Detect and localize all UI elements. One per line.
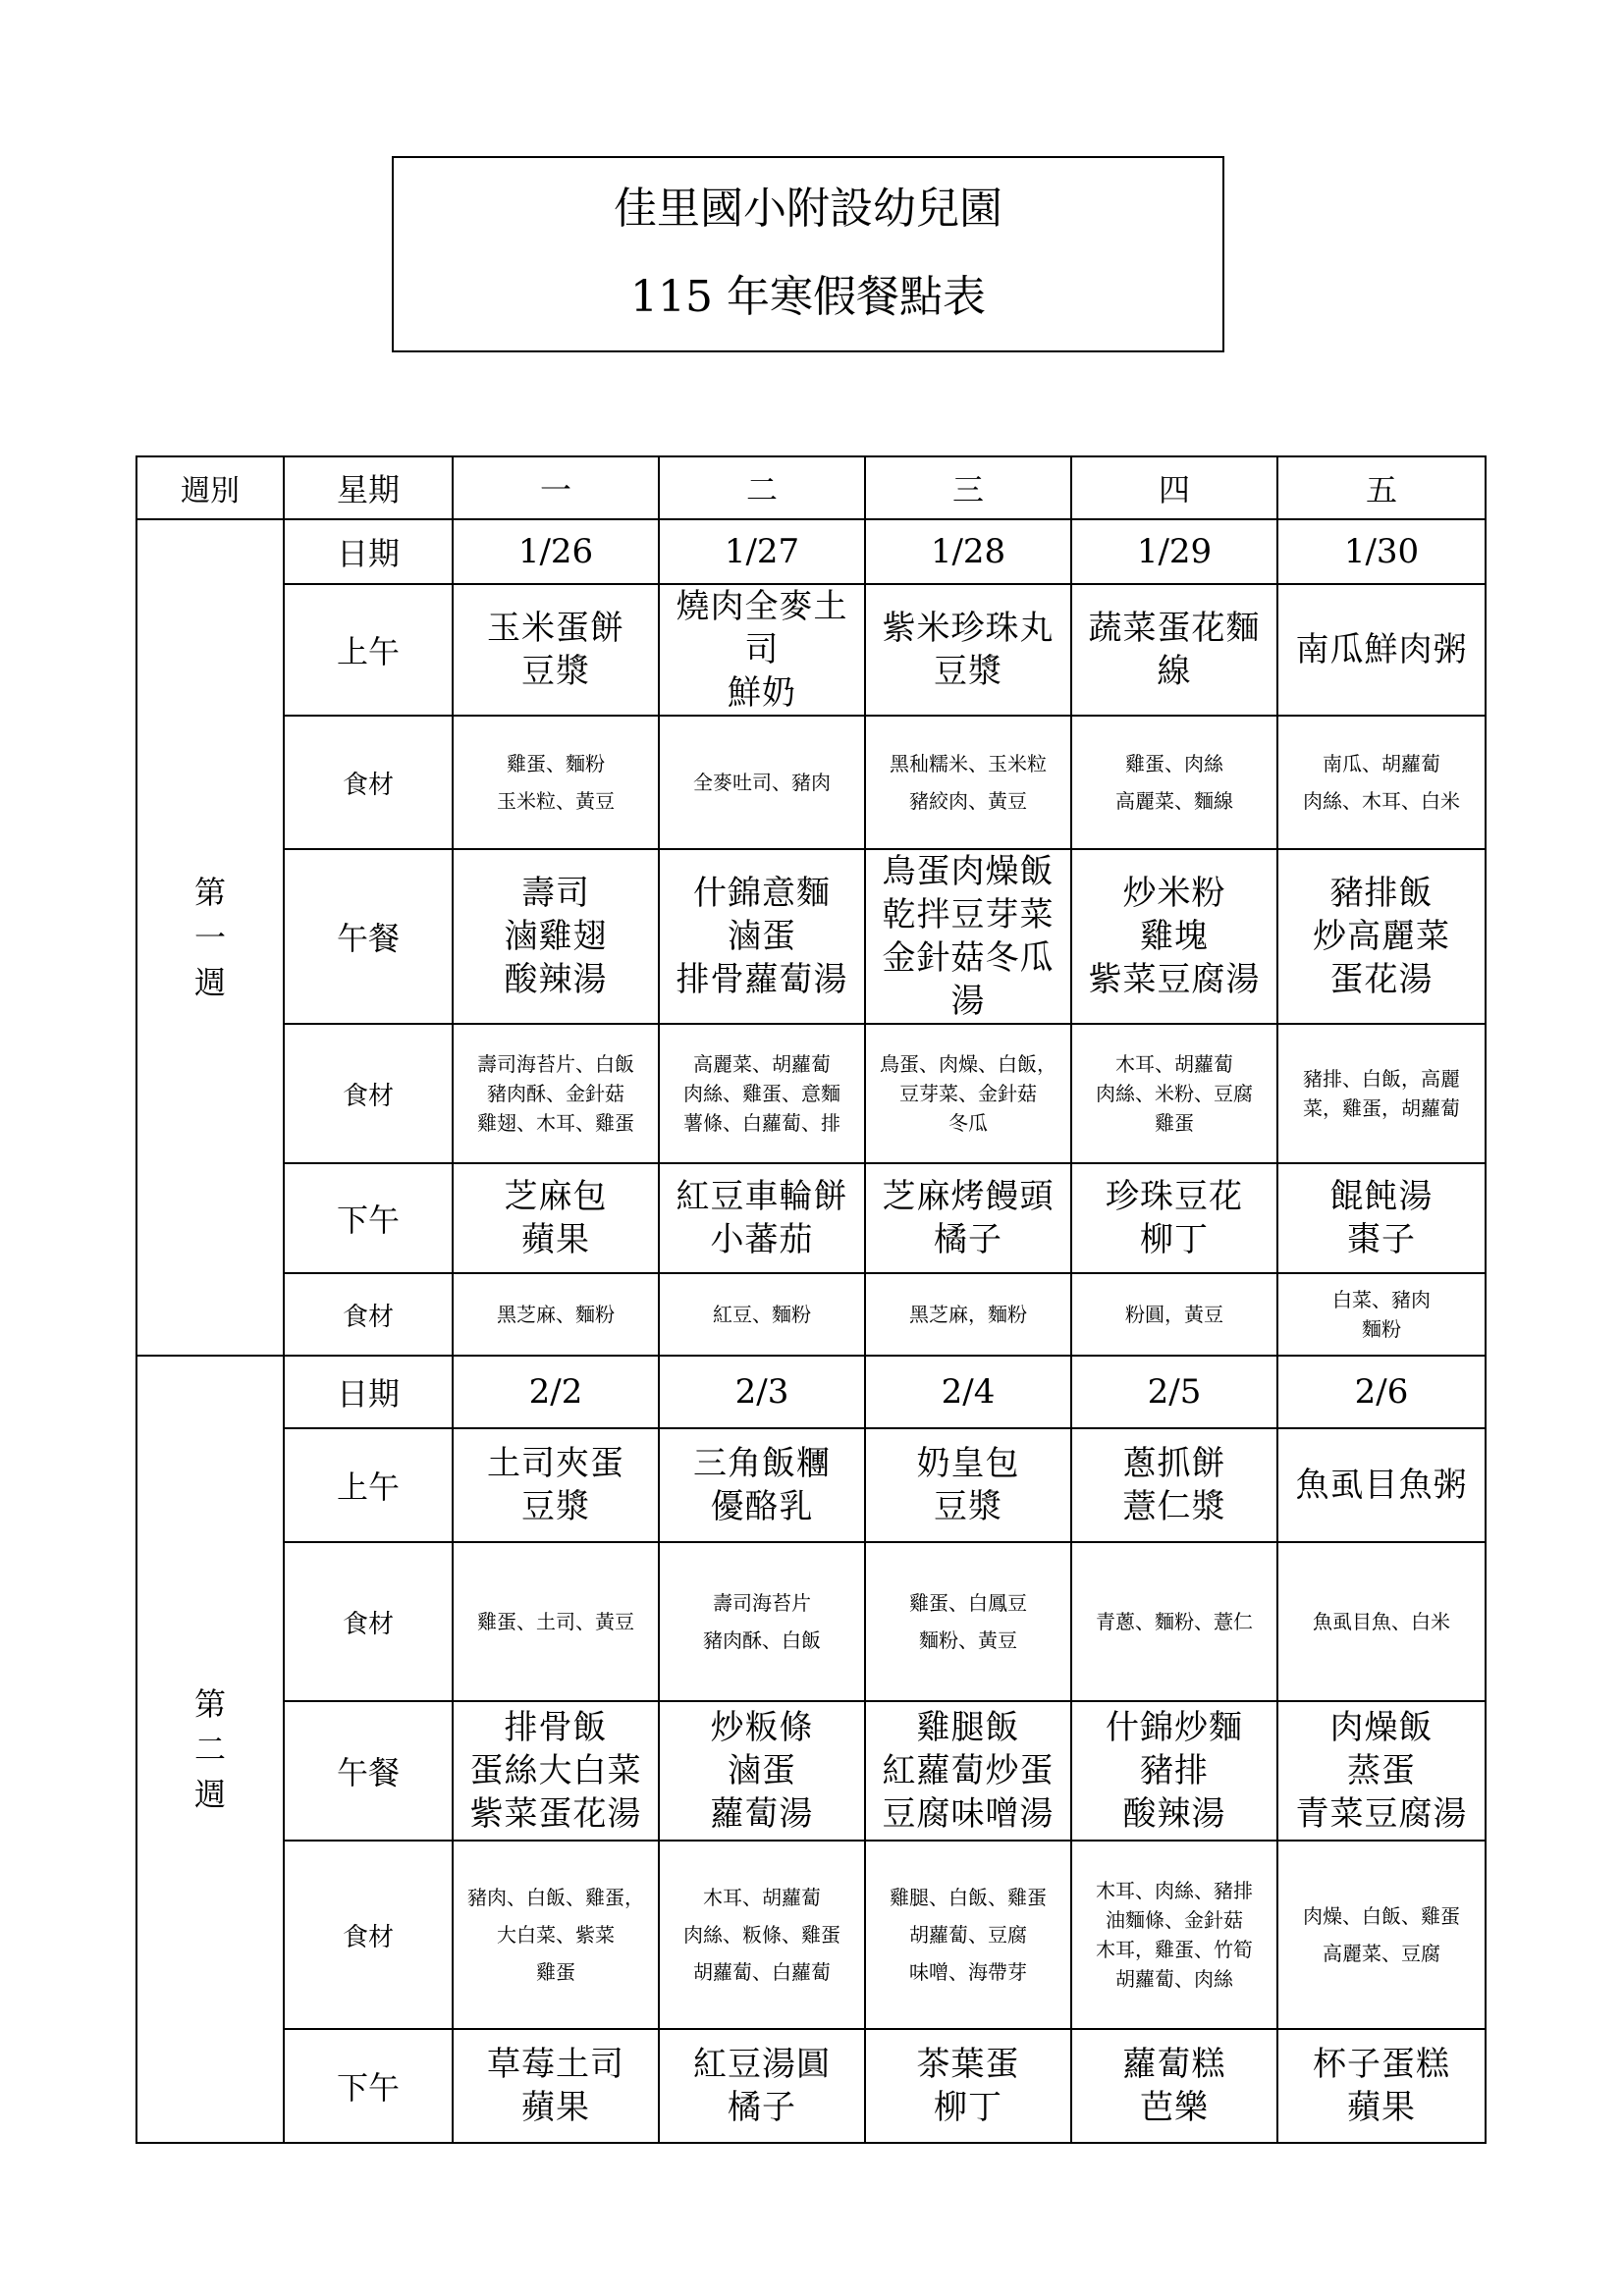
ingredients-cell: 粉圓，黃豆 xyxy=(1071,1273,1277,1356)
date-cell: 1/29 xyxy=(1071,519,1277,584)
ingredients-cell: 壽司海苔片 豬肉酥、白飯 xyxy=(659,1542,865,1701)
day-column-header: 星期 xyxy=(284,456,453,519)
lunch-cell: 壽司 滷雞翅 酸辣湯 xyxy=(453,849,659,1024)
ingredients-cell: 全麥吐司、豬肉 xyxy=(659,716,865,849)
row-label-morning: 上午 xyxy=(284,1428,453,1542)
week1-morning-ingredients-row xyxy=(136,716,1486,849)
day-header-fri: 五 xyxy=(1277,456,1486,519)
week2-date-row xyxy=(136,1356,1486,1428)
ingredients-cell: 豬肉、白飯、雞蛋， 大白菜、紫菜 雞蛋 xyxy=(453,1841,659,2029)
week2-morning-ingredients-row xyxy=(136,1542,1486,1701)
ingredients-cell: 紅豆、麵粉 xyxy=(659,1273,865,1356)
afternoon-snack-cell: 紅豆車輪餅 小蕃茄 xyxy=(659,1163,865,1273)
week1-date-row xyxy=(136,519,1486,584)
row-label-date: 日期 xyxy=(284,1356,453,1428)
ingredients-cell: 雞蛋、肉絲 高麗菜、麵線 xyxy=(1071,716,1277,849)
morning-snack-cell: 三角飯糰 優酪乳 xyxy=(659,1428,865,1542)
lunch-cell: 炒米粉 雞塊 紫菜豆腐湯 xyxy=(1071,849,1277,1024)
date-cell: 1/28 xyxy=(865,519,1071,584)
ingredients-cell: 高麗菜、胡蘿蔔 肉絲、雞蛋、意麵 薯條、白蘿蔔、排 xyxy=(659,1024,865,1163)
ingredients-cell: 雞蛋、土司、黃豆 xyxy=(453,1542,659,1701)
row-label-ingredients: 食材 xyxy=(284,1841,453,2029)
afternoon-snack-cell: 草莓土司 蘋果 xyxy=(453,2029,659,2143)
morning-snack-cell: 蔬菜蛋花麵 線 xyxy=(1071,584,1277,716)
day-header-tue: 二 xyxy=(659,456,865,519)
morning-snack-cell: 蔥抓餅 薏仁漿 xyxy=(1071,1428,1277,1542)
ingredients-cell: 黑芝麻，麵粉 xyxy=(865,1273,1071,1356)
date-cell: 1/27 xyxy=(659,519,865,584)
week1-afternoon-ingredients-row xyxy=(136,1273,1486,1356)
date-cell: 1/26 xyxy=(453,519,659,584)
morning-snack-cell: 魚虱目魚粥 xyxy=(1277,1428,1486,1542)
lunch-cell: 肉燥飯 蒸蛋 青菜豆腐湯 xyxy=(1277,1701,1486,1841)
row-label-ingredients: 食材 xyxy=(284,716,453,849)
week2-afternoon-row xyxy=(136,2029,1486,2143)
row-label-afternoon: 下午 xyxy=(284,1163,453,1273)
morning-snack-cell: 玉米蛋餅 豆漿 xyxy=(453,584,659,716)
ingredients-cell: 木耳、胡蘿蔔 肉絲、粄條、雞蛋 胡蘿蔔、白蘿蔔 xyxy=(659,1841,865,2029)
week2-morning-row xyxy=(136,1428,1486,1542)
date-cell: 2/5 xyxy=(1071,1356,1277,1428)
morning-snack-cell: 南瓜鮮肉粥 xyxy=(1277,584,1486,716)
ingredients-cell: 雞蛋、白鳳豆 麵粉、黃豆 xyxy=(865,1542,1071,1701)
ingredients-cell: 雞蛋、麵粉 玉米粒、黃豆 xyxy=(453,716,659,849)
lunch-cell: 炒粄條 滷蛋 蘿蔔湯 xyxy=(659,1701,865,1841)
lunch-cell: 排骨飯 蛋絲大白菜 紫菜蛋花湯 xyxy=(453,1701,659,1841)
title-box xyxy=(392,156,1224,352)
document-title: 115 年寒假餐點表 xyxy=(630,272,986,322)
ingredients-cell: 魚虱目魚、白米 xyxy=(1277,1542,1486,1701)
afternoon-snack-cell: 珍珠豆花 柳丁 xyxy=(1071,1163,1277,1273)
afternoon-snack-cell: 杯子蛋糕 蘋果 xyxy=(1277,2029,1486,2143)
date-cell: 2/3 xyxy=(659,1356,865,1428)
morning-snack-cell: 土司夾蛋 豆漿 xyxy=(453,1428,659,1542)
row-label-ingredients: 食材 xyxy=(284,1273,453,1356)
afternoon-snack-cell: 餛飩湯 棗子 xyxy=(1277,1163,1486,1273)
lunch-cell: 鳥蛋肉燥飯 乾拌豆芽菜 金針菇冬瓜湯 xyxy=(865,849,1071,1024)
ingredients-cell: 青蔥、麵粉、薏仁 xyxy=(1071,1542,1277,1701)
day-header-mon: 一 xyxy=(453,456,659,519)
date-cell: 2/6 xyxy=(1277,1356,1486,1428)
afternoon-snack-cell: 芝麻包 蘋果 xyxy=(453,1163,659,1273)
header-row xyxy=(136,456,1486,519)
row-label-date: 日期 xyxy=(284,519,453,584)
ingredients-cell: 木耳、肉絲、豬排 油麵條、金針菇 木耳，雞蛋、竹筍 胡蘿蔔、肉絲 xyxy=(1071,1841,1277,2029)
ingredients-cell: 木耳、胡蘿蔔 肉絲、米粉、豆腐 雞蛋 xyxy=(1071,1024,1277,1163)
week1-lunch-row xyxy=(136,849,1486,1024)
week2-label: 第 二 週 xyxy=(136,1356,284,2143)
ingredients-cell: 壽司海苔片、白飯 豬肉酥、金針菇 雞翅、木耳、雞蛋 xyxy=(453,1024,659,1163)
date-cell: 2/2 xyxy=(453,1356,659,1428)
date-cell: 1/30 xyxy=(1277,519,1486,584)
row-label-ingredients: 食材 xyxy=(284,1542,453,1701)
row-label-lunch: 午餐 xyxy=(284,849,453,1024)
morning-snack-cell: 紫米珍珠丸 豆漿 xyxy=(865,584,1071,716)
lunch-cell: 豬排飯 炒高麗菜 蛋花湯 xyxy=(1277,849,1486,1024)
day-header-thu: 四 xyxy=(1071,456,1277,519)
row-label-afternoon: 下午 xyxy=(284,2029,453,2143)
week1-morning-row xyxy=(136,584,1486,716)
meal-schedule-table xyxy=(135,455,1487,2144)
week1-label: 第 一 週 xyxy=(136,519,284,1356)
row-label-ingredients: 食材 xyxy=(284,1024,453,1163)
afternoon-snack-cell: 蘿蔔糕 芭樂 xyxy=(1071,2029,1277,2143)
afternoon-snack-cell: 紅豆湯圓 橘子 xyxy=(659,2029,865,2143)
week1-lunch-ingredients-row xyxy=(136,1024,1486,1163)
week-column-header: 週別 xyxy=(136,456,284,519)
day-header-wed: 三 xyxy=(865,456,1071,519)
ingredients-cell: 白菜、豬肉 麵粉 xyxy=(1277,1273,1486,1356)
ingredients-cell: 雞腿、白飯、雞蛋 胡蘿蔔、豆腐 味噌、海帶芽 xyxy=(865,1841,1071,2029)
morning-snack-cell: 燒肉全麥土司 鮮奶 xyxy=(659,584,865,716)
row-label-morning: 上午 xyxy=(284,584,453,716)
week2-lunch-ingredients-row xyxy=(136,1841,1486,2029)
ingredients-cell: 南瓜、胡蘿蔔 肉絲、木耳、白米 xyxy=(1277,716,1486,849)
afternoon-snack-cell: 芝麻烤饅頭 橘子 xyxy=(865,1163,1071,1273)
morning-snack-cell: 奶皇包 豆漿 xyxy=(865,1428,1071,1542)
week1-afternoon-row xyxy=(136,1163,1486,1273)
ingredients-cell: 肉燥、白飯、雞蛋 高麗菜、豆腐 xyxy=(1277,1841,1486,2029)
week2-lunch-row xyxy=(136,1701,1486,1841)
lunch-cell: 雞腿飯 紅蘿蔔炒蛋 豆腐味噌湯 xyxy=(865,1701,1071,1841)
afternoon-snack-cell: 茶葉蛋 柳丁 xyxy=(865,2029,1071,2143)
ingredients-cell: 豬排、白飯，高麗 菜，雞蛋，胡蘿蔔 xyxy=(1277,1024,1486,1163)
ingredients-cell: 黑秈糯米、玉米粒 豬絞肉、黃豆 xyxy=(865,716,1071,849)
lunch-cell: 什錦炒麵 豬排 酸辣湯 xyxy=(1071,1701,1277,1841)
lunch-cell: 什錦意麵 滷蛋 排骨蘿蔔湯 xyxy=(659,849,865,1024)
row-label-lunch: 午餐 xyxy=(284,1701,453,1841)
ingredients-cell: 黑芝麻、麵粉 xyxy=(453,1273,659,1356)
date-cell: 2/4 xyxy=(865,1356,1071,1428)
school-name: 佳里國小附設幼兒園 xyxy=(614,184,1002,234)
ingredients-cell: 鳥蛋、肉燥、白飯， 豆芽菜、金針菇 冬瓜 xyxy=(865,1024,1071,1163)
